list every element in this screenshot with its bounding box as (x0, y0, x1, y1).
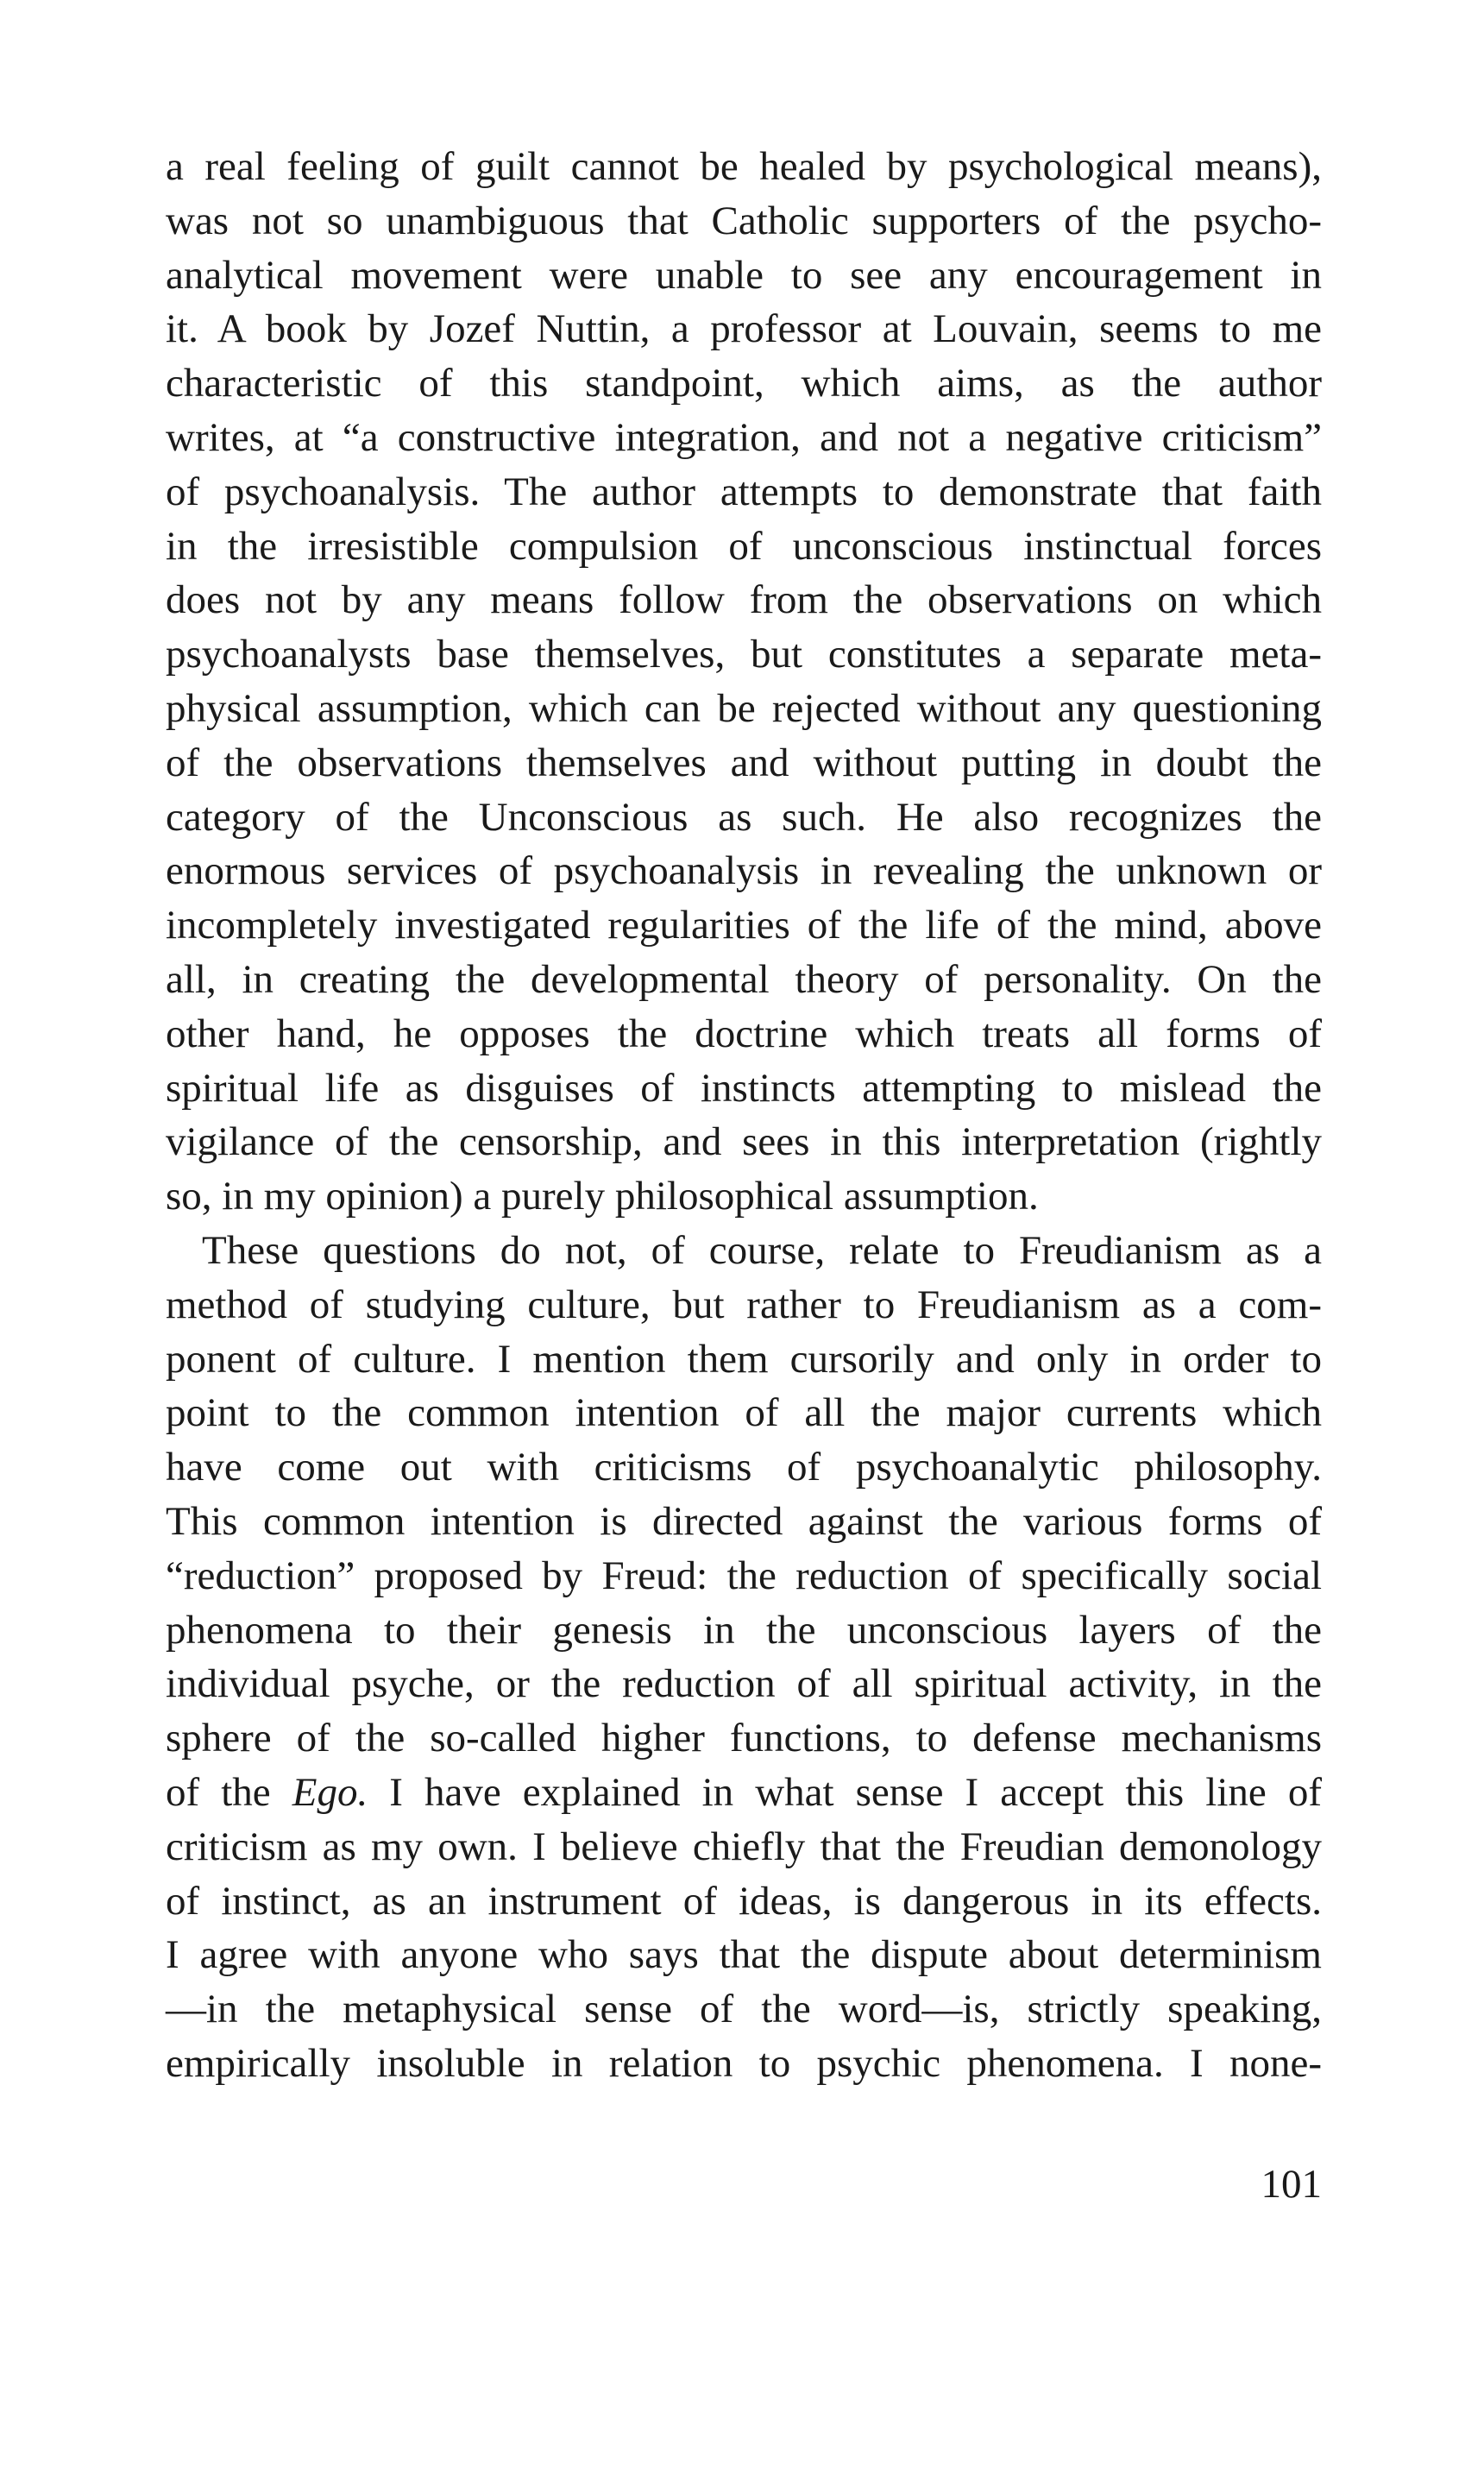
text-line: —in the metaphysical sense of the word—is, strictly speaking, (166, 1987, 1322, 2032)
text-line: in the irresistible compulsion of unconscious instinctual forces (166, 523, 1322, 569)
text-line: of instinct, as an instrument of ideas, is dangerous in its effects. (166, 1878, 1322, 1924)
text-line: “reduction” proposed by Freud: the reduction of specifically social (166, 1553, 1322, 1598)
text-line: sphere of the so-called higher functions, to defense mechanisms (166, 1716, 1322, 1761)
text-line: incompletely investigated regularities of the life of the mind, above (166, 903, 1322, 948)
text-line: of psychoanalysis. The author attempts to demonstrate that faith (166, 469, 1322, 514)
text-line: point to the common intention of all the major currents which (166, 1390, 1322, 1436)
text-line: This common intention is directed against the various forms of (166, 1498, 1322, 1544)
text-line: I agree with anyone who says that the dispute about determinism (166, 1932, 1322, 1978)
page-number: 101 (1261, 2162, 1322, 2207)
text-line: criticism as my own. I believe chiefly that the Freudian demonology (166, 1823, 1322, 1869)
text-line-ego (166, 1766, 1322, 1820)
text-line: was not so unambiguous that Catholic supporters of the psycho- (166, 198, 1322, 243)
text-line: characteristic of this standpoint, which aims, as the author (166, 361, 1322, 406)
body-text (166, 140, 1322, 2091)
text-line: empirically insoluble in relation to psychic phenomena. I none- (166, 2040, 1322, 2086)
text-line: method of studying culture, but rather to Freudianism as a com- (166, 1282, 1322, 1327)
text-line: These questions do not, of course, relate to Freudianism as a (202, 1227, 1322, 1273)
text-line: a real feeling of guilt cannot be healed by psychological means), (166, 144, 1322, 189)
paragraph-1 (166, 140, 1322, 1224)
text-line: have come out with criticisms of psychoanalytic philosophy. (166, 1445, 1322, 1490)
text-line: does not by any means follow from the observations on which (166, 577, 1322, 623)
text-line: of the observations themselves and without putting in doubt the (166, 740, 1322, 785)
text-line: phenomena to their genesis in the unconscious layers of the (166, 1607, 1322, 1653)
text-line: ponent of culture. I mention them cursorily and only in order to (166, 1336, 1322, 1382)
text-line: psychoanalysts base themselves, but constitutes a separate meta- (166, 632, 1322, 677)
text-line: vigilance of the censorship, and sees in this interpretation (rightly (166, 1119, 1322, 1165)
paragraph-2 (166, 1224, 1322, 2091)
text-line: enormous services of psychoanalysis in revealing the unknown or (166, 848, 1322, 894)
ego-line-after: I have explained in what sense I accept this line of (368, 1769, 1323, 1815)
text-line: it. A book by Jozef Nuttin, a professor at Louvain, seems to me (166, 306, 1322, 352)
text-line: analytical movement were unable to see any encouragement in (166, 252, 1322, 298)
ego-line-before: of the (166, 1769, 292, 1815)
text-line: other hand, he opposes the doctrine which treats all forms of (166, 1011, 1322, 1056)
text-line: individual psyche, or the reduction of all spiritual activity, in the (166, 1661, 1322, 1707)
text-line: writes, at “a constructive integration, and not a negative criticism” (166, 414, 1322, 460)
text-line: so, in my opinion) a purely philosophical assumption. (166, 1174, 1039, 1219)
ego-term: Ego. (292, 1769, 368, 1815)
text-line: category of the Unconscious as such. He also recognizes the (166, 794, 1322, 840)
text-line: physical assumption, which can be rejected without any questioning (166, 685, 1322, 731)
text-line: spiritual life as disguises of instincts attempting to mislead the (166, 1065, 1322, 1111)
text-line: all, in creating the developmental theory of personality. On the (166, 956, 1322, 1002)
